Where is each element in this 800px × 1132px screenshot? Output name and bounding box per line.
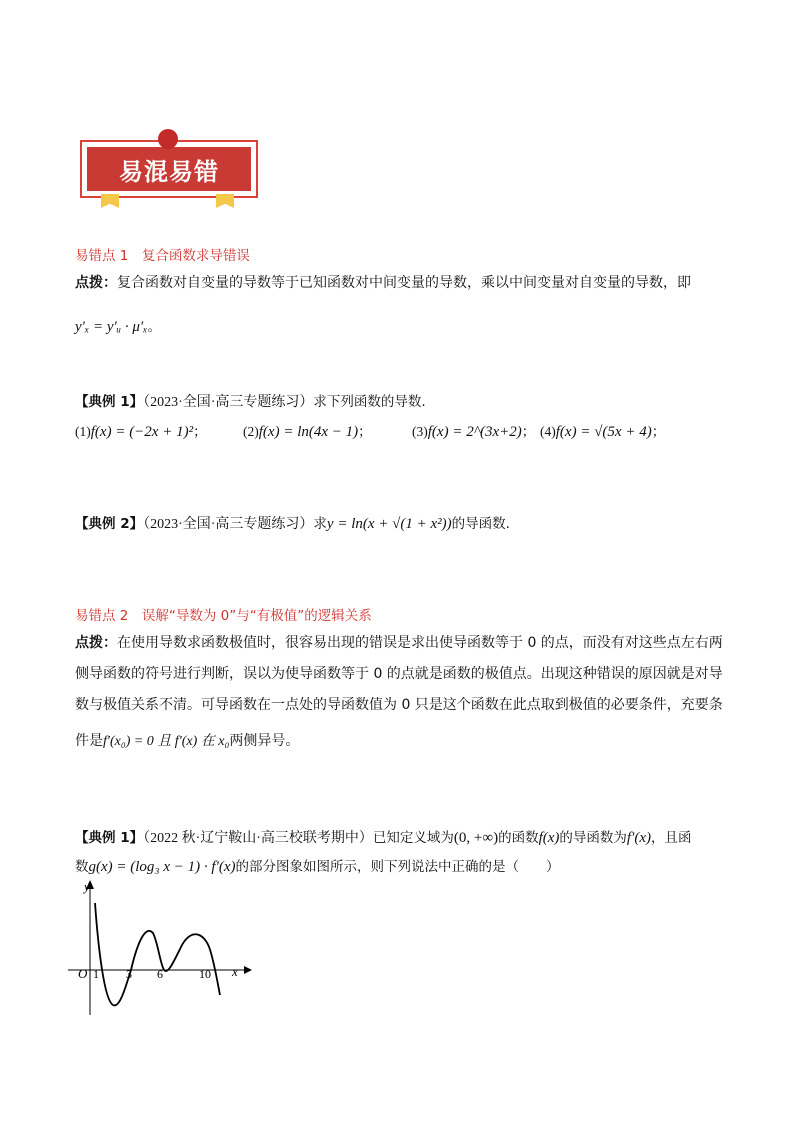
- origin-label: O: [78, 966, 88, 981]
- item-expr: f(x) = ln(4x − 1): [258, 424, 359, 440]
- point1-tip: [75, 268, 730, 299]
- point2-heading: 易错点 2 误解“导数为 0”与“有极值”的逻辑关系: [75, 608, 372, 624]
- tick-label: 1: [93, 967, 99, 981]
- domain-expr: (0, +∞): [453, 830, 499, 846]
- example2-label: 【典例 2】: [75, 516, 144, 532]
- condition-expr: f′(x₀) = 0 且 f′(x) 在 x₀: [103, 734, 230, 749]
- example1-item: (3)f(x) = 2^(3x+2)；: [412, 424, 536, 440]
- point2-tip: [75, 628, 730, 757]
- example2-source: （2023·全国·高三专题练习）: [143, 517, 314, 532]
- chain-rule-formula: y′ₓ = y′ᵤ · μ′ₓ: [75, 319, 148, 335]
- tick-label: 10: [199, 967, 211, 981]
- banner-ribbon-left: [101, 194, 119, 208]
- x-axis-label: x: [232, 964, 238, 979]
- item-expr: f(x) = (−2x + 1)²: [90, 424, 194, 440]
- banner-title: 易混易错: [87, 147, 251, 191]
- tick-label: 6: [157, 967, 163, 981]
- tip-line: 侧导函数的符号进行判断，误以为使导函数等于 0 的点就是函数的极值点。出现这种错误的原因就是对导: [75, 666, 723, 682]
- tip-line: 数与极值关系不清。可导函数在一点处的导函数值为 0 只是这个函数在此点取到极值的必要条件，充要条: [75, 697, 723, 713]
- point1-formula-line: [75, 315, 161, 336]
- item-expr: f(x) = √(5x + 4): [555, 424, 652, 440]
- banner-ribbon-right: [216, 194, 234, 208]
- tip-label: 点拨：: [75, 635, 117, 651]
- tip-label: 点拨：: [75, 275, 117, 291]
- y-axis-label: y: [84, 879, 90, 894]
- tip-line: 点拨：在使用导数求函数极值时，很容易出现的错误是求出使导函数等于 0 的点，而没有对这些点左右两: [75, 635, 723, 651]
- x-axis-arrow: [244, 966, 252, 974]
- point1-heading: 易错点 1 复合函数求导错误: [75, 248, 250, 264]
- example1-item: (2)f(x) = ln(4x − 1)；: [243, 424, 372, 440]
- example1-item: (1)f(x) = (−2x + 1)²；: [75, 424, 207, 440]
- function-graph: [68, 875, 258, 1020]
- example3-source: （2022 秋·辽宁鞍山·高三校联考期中）: [143, 831, 373, 846]
- example1-source: （2023·全国·高三专题练习）: [143, 395, 314, 410]
- tip-line: 件是f′(x₀) = 0 且 f′(x) 在 x₀两侧异号。: [75, 733, 300, 749]
- example1-label: 【典例 1】: [75, 394, 144, 410]
- tick-label: 3: [126, 967, 132, 981]
- example2: 【典例 2】（2023·全国·高三专题练习）求y = ln(x + √(1 + x²))的导函数.: [75, 516, 510, 532]
- tip-text: 复合函数对自变量的导数等于已知函数对中间变量的导数，乘以中间变量对自变量的导数，即: [117, 275, 691, 291]
- example2-expr: y = ln(x + √(1 + x²)): [326, 516, 452, 532]
- example3-label: 【典例 1】: [75, 830, 144, 846]
- g-expr: g(x) = (log₃ x − 1) · f′(x): [88, 859, 236, 875]
- function-curve: [95, 903, 220, 1005]
- banner-dot: [158, 129, 178, 149]
- example3: 【典例 1】（2022 秋·辽宁鞍山·高三校联考期中）已知定义域为(0, +∞)的函数f(x)的导函数为f′(x)，且函 数g(x) = (log₃ x − 1) · f′(x)的部分图象如图所示，则下列说法中正确的是（ ）: [75, 830, 692, 875]
- formula-end: 。: [147, 319, 161, 335]
- item-expr: f(x) = 2^(3x+2): [427, 424, 522, 440]
- example1-item: (4)f(x) = √(5x + 4)；: [540, 424, 666, 440]
- example1-text: 求下列函数的导数.: [313, 394, 426, 410]
- example1-header: [75, 390, 426, 411]
